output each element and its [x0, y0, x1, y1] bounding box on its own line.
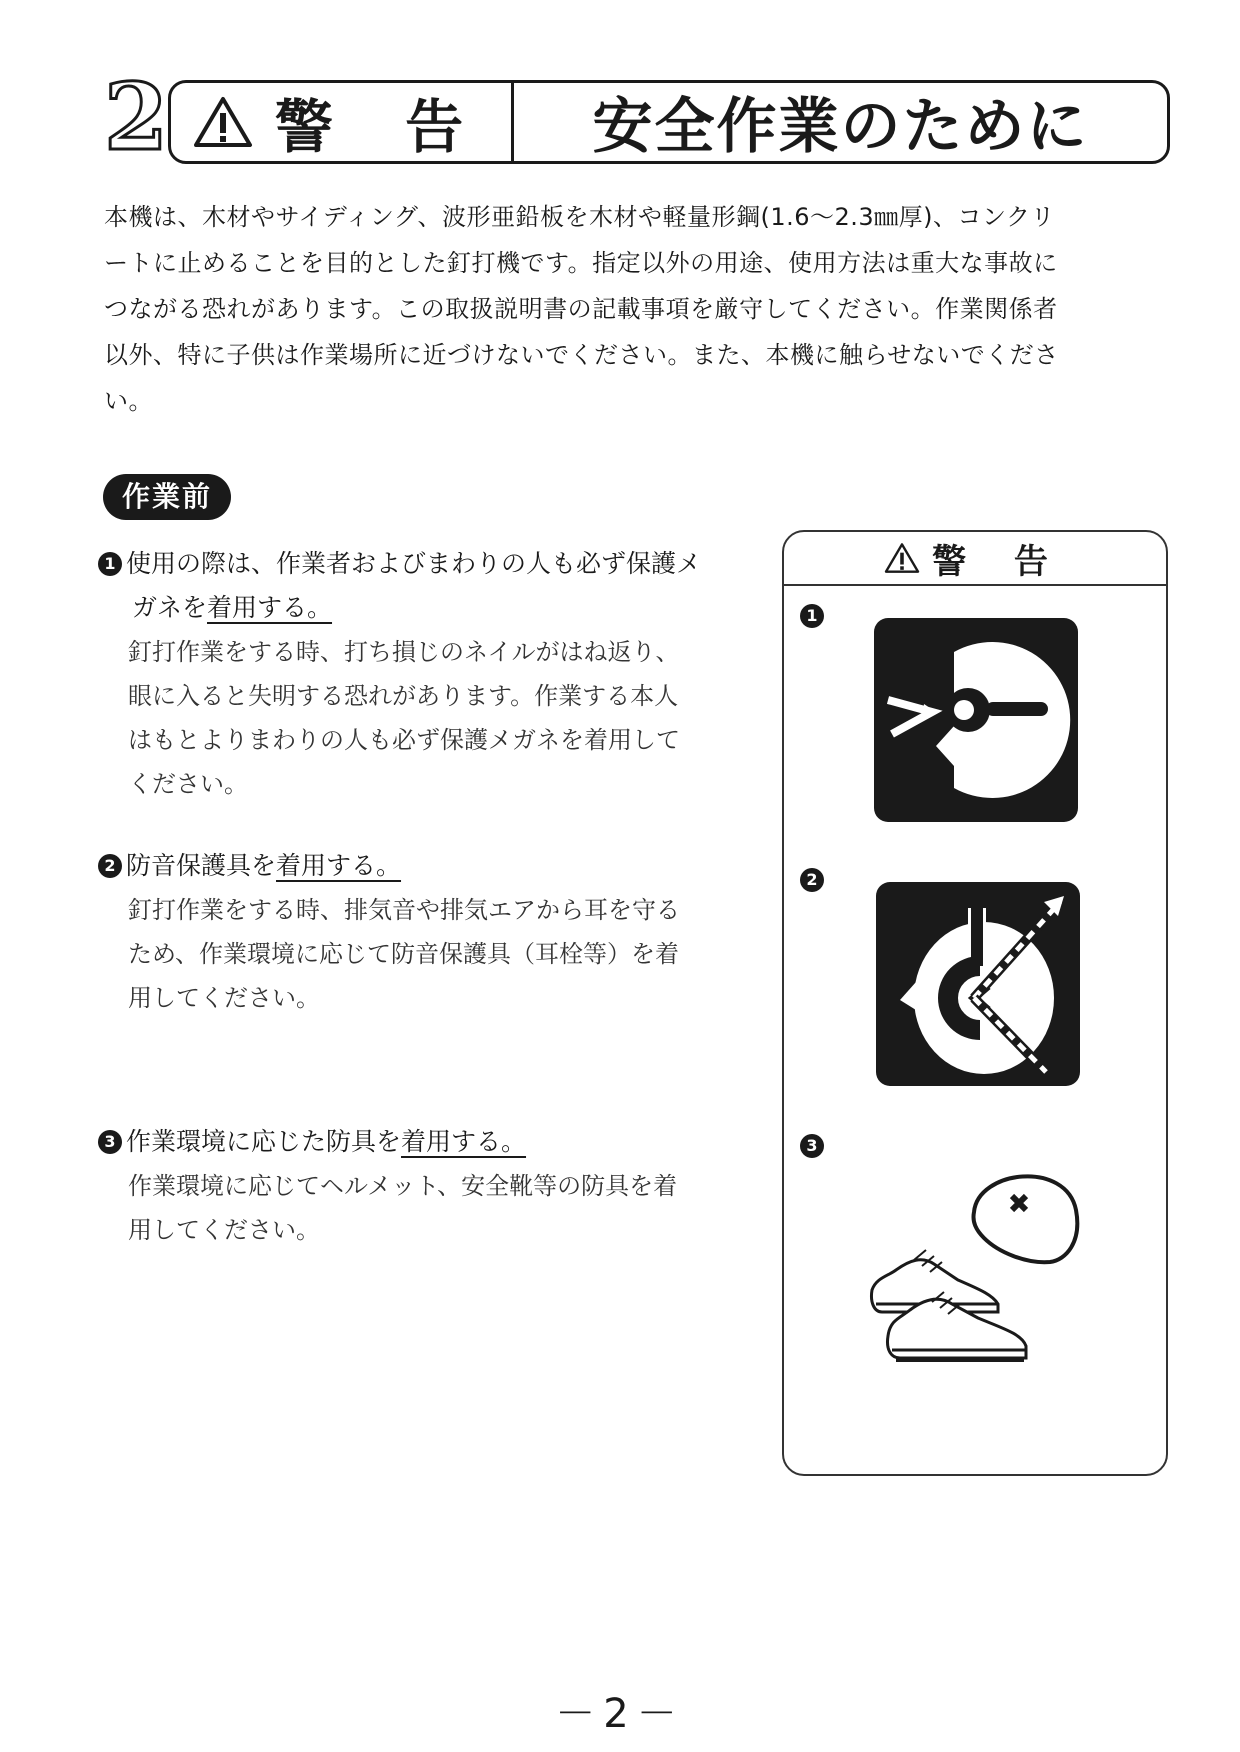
item-body-line: 釘打作業をする時、打ち損じのネイルがはね返り、 — [128, 638, 680, 666]
item-body — [128, 888, 768, 1020]
item-marker: 1 — [98, 552, 122, 576]
safety-item-3 — [98, 1120, 768, 1252]
section-badge: 作業前 — [103, 474, 231, 520]
panel-header-label: 警 告 — [932, 541, 1066, 582]
section-number: 2 — [104, 63, 169, 171]
item-marker: 3 — [98, 1130, 122, 1154]
safety-item-1 — [98, 542, 768, 806]
item-body-line: 作業環境に応じてヘルメット、安全靴等の防具を着 — [128, 1172, 678, 1200]
ear-protection-icon — [876, 882, 1080, 1086]
panel-header — [784, 532, 1166, 586]
intro-line: つながる恐れがあります。この取扱説明書の記載事項を厳守してください。作業関係者 — [104, 295, 1058, 323]
eye-protection-icon — [874, 618, 1078, 822]
item-body-line: 眼に入ると失明する恐れがあります。作業する本人 — [128, 682, 679, 710]
safety-item-2 — [98, 844, 768, 1020]
intro-paragraph — [104, 194, 1174, 424]
warning-triangle-icon — [884, 542, 920, 574]
warning-triangle-icon — [193, 95, 253, 149]
panel-marker: 1 — [800, 604, 824, 628]
intro-line: ートに止めることを目的とした釘打機です。指定以外の用途、使用方法は重大な事故に — [104, 249, 1058, 277]
helmet-and-safety-shoes-icon — [866, 1152, 1106, 1392]
item-body-line: 用してください。 — [128, 1216, 320, 1244]
item-heading — [98, 1120, 768, 1164]
item-body-line: はもとよりまわりの人も必ず保護メガネを着用して — [128, 726, 680, 754]
intro-line: 本機は、木材やサイディング、波形亜鉛板を木材や軽量形鋼(1.6～2.3㎜厚)、コンクリ — [104, 203, 1056, 231]
item-heading-underlined: 着用する。 — [401, 1127, 527, 1156]
warning-panel — [782, 530, 1168, 1476]
item-heading — [98, 844, 768, 888]
item-heading-underlined: 着用する。 — [276, 851, 402, 880]
item-heading-plain: 作業環境に応じた防具を — [126, 1127, 402, 1156]
panel-marker: 3 — [800, 1134, 824, 1158]
item-heading — [98, 542, 768, 630]
heading-box — [168, 80, 1170, 164]
item-body — [128, 1164, 768, 1252]
item-body-line: ため、作業環境に応じて防音保護具（耳栓等）を着 — [128, 940, 680, 968]
item-body-line: ください。 — [128, 770, 248, 798]
page-title: 安全作業のために — [592, 92, 1089, 162]
item-heading-line: 使用の際は、作業者およびまわりの人も必ず保護メ — [126, 549, 702, 578]
item-heading-underlined: 着用する。 — [207, 593, 333, 622]
intro-line: い。 — [104, 387, 153, 415]
panel-marker: 2 — [800, 868, 824, 892]
heading-warning-label: 警 告 — [274, 93, 490, 161]
heading-warning — [171, 83, 511, 161]
item-marker: 2 — [98, 854, 122, 878]
item-heading-line: ガネを — [132, 593, 208, 622]
intro-line: 以外、特に子供は作業場所に近づけないでください。また、本機に触らせないでくださ — [104, 341, 1059, 369]
item-heading-plain: 防音保護具を — [126, 851, 277, 880]
item-body-line: 釘打作業をする時、排気音や排気エアから耳を守る — [128, 896, 680, 924]
page-number: －2－ — [555, 1691, 685, 1737]
item-body-line: 用してください。 — [128, 984, 320, 1012]
item-body — [128, 630, 768, 806]
